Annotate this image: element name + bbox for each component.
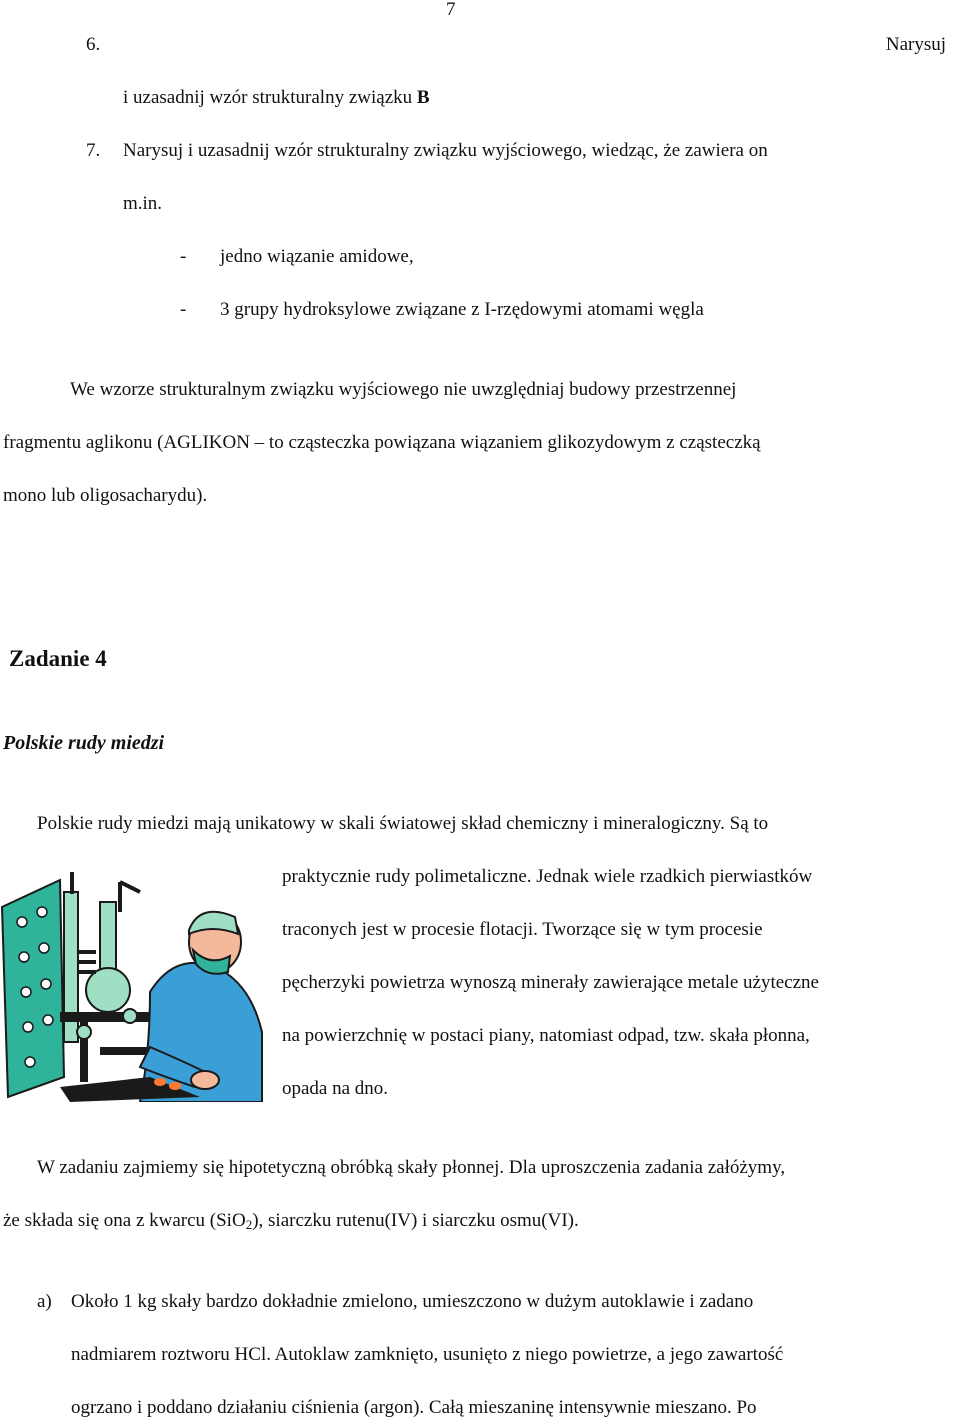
para2-line-1: W zadaniu zajmiemy się hipotetyczną obróbką skały płonnej. Dla uproszczenia zadania załóżymy, xyxy=(37,1157,786,1178)
intro-line-5: na powierzchnię w postaci piany, natomiast odpad, tzw. skała płonna, xyxy=(282,1025,810,1046)
task4-heading: Zadanie 4 xyxy=(9,646,107,671)
item-a-line-1: Około 1 kg skały bardzo dokładnie zmielono, umieszczono w dużym autoklawie i zadano xyxy=(71,1291,754,1312)
q6-text-cont xyxy=(123,88,430,107)
intro-line-6: opada na dno. xyxy=(282,1078,389,1099)
intro-line-4: pęcherzyki powietrza wynoszą minerały zawierające metale użyteczne xyxy=(282,972,819,993)
q6-text: i uzasadnij wzór strukturalny związku xyxy=(123,87,417,108)
para2-line-2 xyxy=(3,1211,579,1230)
q6-text-right: Narysuj xyxy=(885,34,946,55)
q6-number: 6. xyxy=(86,34,101,55)
q7-bullet-2: 3 grupy hydroksylowe związane z I-rzędowymi atomami węgla xyxy=(220,299,704,320)
para2-subscript: 2 xyxy=(245,1217,253,1232)
q7-text: Narysuj i uzasadnij wzór strukturalny związku wyjściowego, wiedząc, że zawiera on xyxy=(123,140,768,161)
para2-line-2b: ), siarczku rutenu(IV) i siarczku osmu(VI). xyxy=(252,1210,579,1231)
pegboard-icon xyxy=(2,880,64,1097)
note-line-1: We wzorze strukturalnym związku wyjściowego nie uwzględniaj budowy przestrzennej xyxy=(70,379,737,400)
note-line-3: mono lub oligosacharydu). xyxy=(3,485,208,506)
q7-number: 7. xyxy=(86,140,101,161)
q7-bullet-dash-1: - xyxy=(180,246,187,267)
q6-compound: B xyxy=(416,87,430,108)
intro-line-3: traconych jest w procesie flotacji. Tworzące się w tym procesie xyxy=(282,919,763,940)
q7-bullet-1: jedno wiązanie amidowe, xyxy=(220,246,414,267)
scientist-icon xyxy=(140,912,262,1102)
intro-line-2: praktycznie rudy polimetaliczne. Jednak wiele rzadkich pierwiastków xyxy=(282,866,813,887)
intro-line-1: Polskie rudy miedzi mają unikatowy w skali światowej skład chemiczny i mineralogiczny. Są to xyxy=(37,813,769,834)
task4-subtitle: Polskie rudy miedzi xyxy=(3,732,165,754)
para2-line-2a: że składa się ona z kwarcu (SiO xyxy=(3,1210,246,1231)
q7-bullet-dash-2: - xyxy=(180,299,187,320)
page-number: 7 xyxy=(446,0,456,20)
item-a-line-3: ogrzano i poddano działaniu ciśnienia (argon). Całą mieszaninę intensywnie mieszano. Po xyxy=(71,1397,757,1418)
note-line-2: fragmentu aglikonu (AGLIKON – to cząsteczka powiązana wiązaniem glikozydowym z cząsteczką xyxy=(3,432,761,453)
q7-cont: m.in. xyxy=(123,193,163,214)
item-a-line-2: nadmiarem roztworu HCl. Autoklaw zamknięto, usunięto z niego powietrze, a jego zawartość xyxy=(71,1344,784,1365)
scientist-lab-illustration xyxy=(0,872,270,1102)
item-a-label: a) xyxy=(37,1291,52,1312)
